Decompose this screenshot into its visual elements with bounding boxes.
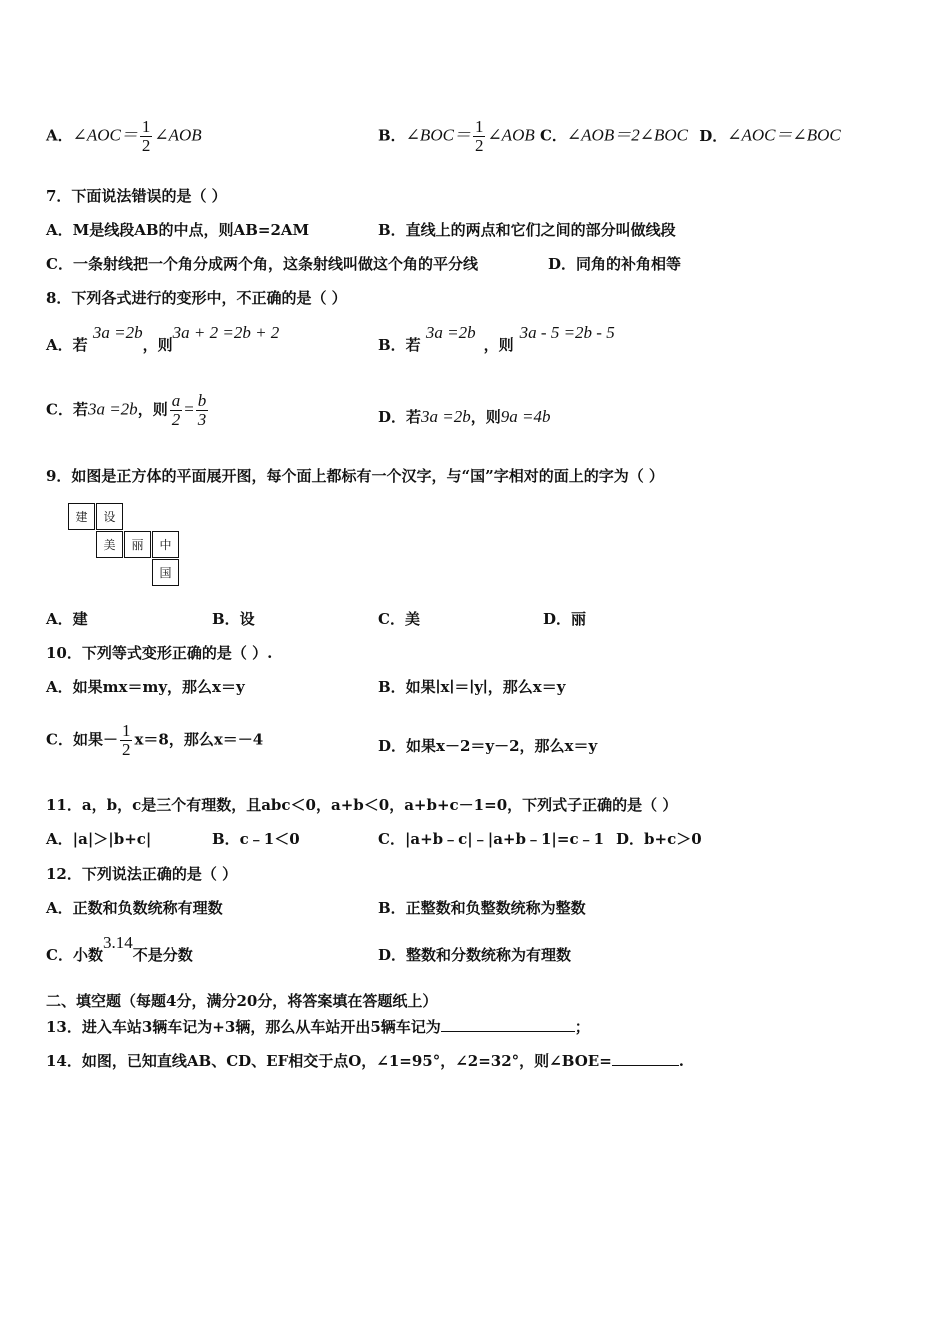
cube-face-6: 国 <box>152 559 179 586</box>
q12-option-a: A．正数和负数统称有理数 <box>46 899 223 917</box>
q12-option-c: C．小数3.14不是分数 <box>46 933 193 964</box>
section-heading: 二、填空题（每题4分，满分20分，将答案填在答题纸上） <box>46 992 438 1010</box>
q9-option-d: D．丽 <box>543 610 587 628</box>
q11-option-b: B．c﹣1＜0 <box>212 830 300 848</box>
q6-option-a: A．∠AOC＝ $\frac{1}{2}$ ∠AOB <box>46 117 202 155</box>
q7-option-a: A．M是线段AB的中点，则AB=2AM <box>46 221 310 239</box>
q14-answer-blank <box>612 1051 679 1066</box>
q10-stem: 10．下列等式变形正确的是（ ）. <box>46 644 273 662</box>
q10-option-c: C．如果－ $\frac{1}{2}$ x＝8，那么x＝－4 <box>46 721 264 759</box>
q11-option-a: A．|a|＞|b+c| <box>46 830 152 848</box>
q12-option-b: B．正整数和负整数统称为整数 <box>378 899 586 917</box>
q10-c-fraction: $\frac{1}{2}$ <box>121 721 131 759</box>
q8-option-a: A．若 3a =2b，则3a + 2 =2b + 2 <box>46 323 280 354</box>
q9-option-c: C．美 <box>378 610 420 628</box>
q7-option-b: B．直线上的两点和它们之间的部分叫做线段 <box>378 221 676 239</box>
cube-face-1: 建 <box>68 503 95 530</box>
q10-option-b: B．如果∣x∣＝∣y∣，那么x＝y <box>378 678 566 696</box>
q10-option-a: A．如果mx＝my，那么x＝y <box>46 678 245 696</box>
q8-option-c: C．若3a =2b，则 $\frac{a}{2}$ = $\frac{b}{3}$ <box>46 391 207 429</box>
q6-a-fraction: $\frac{1}{2}$ <box>141 117 151 155</box>
q7-option-d: D．同角的补角相等 <box>548 255 682 273</box>
q12-option-d: D．整数和分数统称为有理数 <box>378 946 572 964</box>
q8-stem: 8．下列各式进行的变形中，不正确的是（ ） <box>46 289 347 307</box>
q8-option-b: B．若 3a =2b，则3a - 5 =2b - 5 <box>378 323 615 354</box>
q9-option-a: A．建 <box>46 610 88 628</box>
q6-b-fraction: $\frac{1}{2}$ <box>474 117 484 155</box>
q9-option-b: B．设 <box>212 610 255 628</box>
q11-option-c: C．|a+b﹣c|﹣|a+b﹣1|=c﹣1 <box>378 830 605 848</box>
q10-option-d: D．如果x－2＝y－2，那么x＝y <box>378 737 598 755</box>
q14: 14．如图，已知直线AB、CD、EF相交于点O，∠1=95°，∠2=32°，则∠BOE= . <box>46 1052 685 1070</box>
q6-option-b: B．∠BOC＝ $\frac{1}{2}$ ∠AOB C．∠AOB＝2∠BOC D．∠AOC＝∠BOC <box>378 117 841 155</box>
q8-c-fraction-right: $\frac{b}{3}$ <box>197 391 207 429</box>
q12-stem: 12．下列说法正确的是（ ） <box>46 865 238 883</box>
cube-face-5: 中 <box>152 531 179 558</box>
q11-stem: 11．a，b，c是三个有理数，且abc＜0，a+b＜0，a+b+c－1=0，下列式子正确的是（ ） <box>46 796 678 814</box>
q11-option-d: D．b+c＞0 <box>616 830 702 848</box>
q13: 13．进入车站3辆车记为+3辆，那么从车站开出5辆车记为 ； <box>46 1018 590 1036</box>
q13-answer-blank <box>441 1017 575 1032</box>
cube-face-2: 设 <box>96 503 123 530</box>
q9-stem: 9．如图是正方体的平面展开图，每个面上都标有一个汉字，与“国”字相对的面上的字为（ ） <box>46 467 664 485</box>
q7-stem: 7．下面说法错误的是（ ） <box>46 187 227 205</box>
q8-c-fraction-left: $\frac{a}{2}$ <box>171 391 181 429</box>
cube-face-4: 丽 <box>124 531 151 558</box>
q8-option-d: D．若3a =2b，则9a =4b <box>378 407 551 426</box>
cube-face-3: 美 <box>96 531 123 558</box>
q7-option-c: C．一条射线把一个角分成两个角，这条射线叫做这个角的平分线 <box>46 255 478 273</box>
cube-net-figure <box>68 503 188 593</box>
